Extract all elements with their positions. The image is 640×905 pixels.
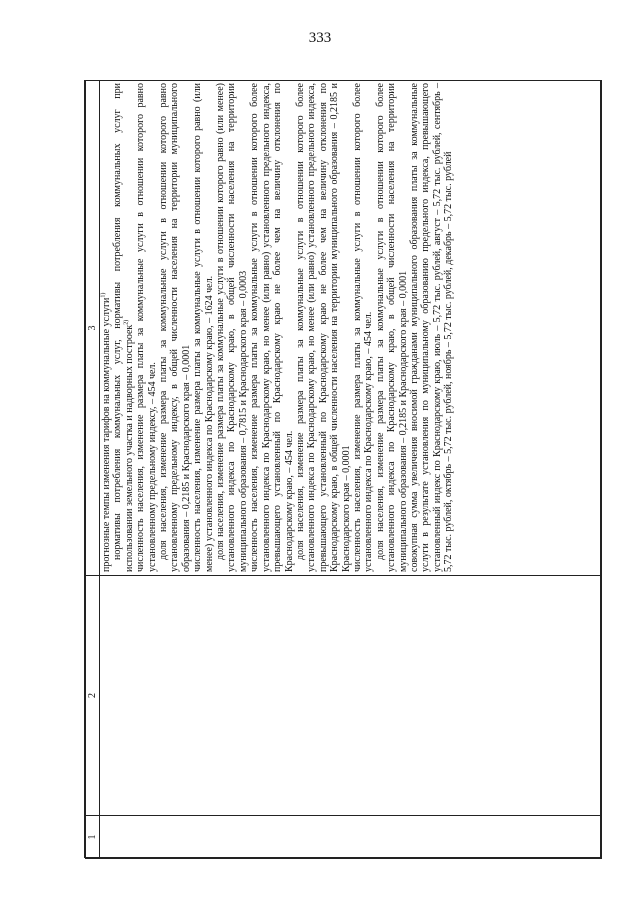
table-row <box>100 81 602 859</box>
paragraph-text: совокупная сумма увеличения вносимой гражданами муниципального образования платы за коммунальные услуги в результате установления по муниципальному образованию предельного индекса, превышающего установленный индекс по Краснодарскому краю, июль – 5,72 тыс. рублей, август – 5,72 тыс. рублей, сентябрь – 5,72 тыс. рублей, октябрь – 5,72 тыс. рублей, ноябрь – 5,72 тыс. рублей, декабрь – 5,72 тыс. рублей <box>408 83 455 572</box>
cell-column-2 <box>100 576 602 816</box>
paragraph-text: численность населения, изменение размера платы за коммунальные услуги в отношении которого более установленного индекса по Краснодарскому краю, но менее (или равно) установленного предельного индекса, превышающего установленный по Краснодарскому краю не более чем на величину отклонения по Краснодарскому краю, – 454 чел. <box>249 83 295 572</box>
column-number-1: 1 <box>86 816 100 859</box>
cell-paragraph <box>215 83 249 572</box>
column-number-3: 3 <box>86 81 100 576</box>
paragraph-text: доля населения, изменение размера платы за коммунальные услуги в отношении которого более установленного индекса по Краснодарскому краю, в общей численности населения на территории муниципального образования – 0,2185 и Краснодарского края – 0,0001 <box>374 83 409 572</box>
paragraph-text: численность населения, изменение размера платы за коммунальные услуги в отношении которого равно (или менее) установленного индекса по Краснодарскому краю, – 1624 чел. <box>192 83 215 572</box>
cell-paragraph <box>101 83 112 572</box>
paragraph-text: численность населения, изменение размера платы за коммунальные услуги в отношении которого более установленного индекса по Краснодарскому краю, – 454 чел. <box>351 83 375 572</box>
cell-paragraph <box>135 83 158 572</box>
footnote-marker: 1) <box>100 292 107 298</box>
page-number: 333 <box>308 30 332 46</box>
column-number-row <box>86 81 100 859</box>
cell-paragraph <box>112 83 135 572</box>
column-number-2: 2 <box>86 576 100 816</box>
paragraph-text: прогнозные темпы изменения тарифов на коммунальные услуги <box>101 297 112 572</box>
rotated-table-content <box>85 81 602 859</box>
cell-paragraph <box>409 83 455 572</box>
rotated-table-frame <box>84 80 601 858</box>
cell-paragraph <box>295 83 352 572</box>
paragraph-text: доля населения, изменение размера платы за коммунальные услуги в отношении которого более установленного индекса по Краснодарскому краю, но менее (или равно) установленного предельного индекса, превышающего установленный по Краснодарскому краю не более чем на величину отклонения по Краснодарскому краю, в общей численности населения на территории муниципального образования – 0,2185 и Краснодарского края – 0,0001 <box>294 83 352 572</box>
cell-paragraph <box>375 83 409 572</box>
indicator-table <box>85 80 602 859</box>
footnote-marker: 2) <box>123 319 130 325</box>
cell-paragraph <box>249 83 295 572</box>
cell-paragraph <box>158 83 192 572</box>
cell-paragraph <box>352 83 375 572</box>
paragraph-text: численность населения, изменение размера платы за коммунальные услуги в отношении которого равно установленному предельному индексу, – 454 чел. <box>135 83 158 572</box>
paragraph-text: доля населения, изменение размера платы за коммунальные услуги в отношении которого равно (или менее) установленного индекса по Краснодарскому краю, в общей численности населения на территории муниципального образования – 0,7815 и Краснодарского края – 0,0003 <box>215 83 249 572</box>
paragraph-text: нормативы потребления коммунальных услуг, нормативы потребления коммунальных услуг при использовании земельного участка и надворных построек <box>112 83 135 572</box>
cell-column-3 <box>100 81 602 576</box>
cell-paragraph <box>192 83 215 572</box>
cell-paragraphs <box>101 83 455 572</box>
cell-column-1 <box>100 816 602 859</box>
paragraph-text: доля населения, изменение размера платы за коммунальные услуги в отношении которого равно установленному предельному индексу, в общей численности населения на территории муниципального образования – 0,2185 и Краснодарского края – 0,0001 <box>158 83 192 572</box>
